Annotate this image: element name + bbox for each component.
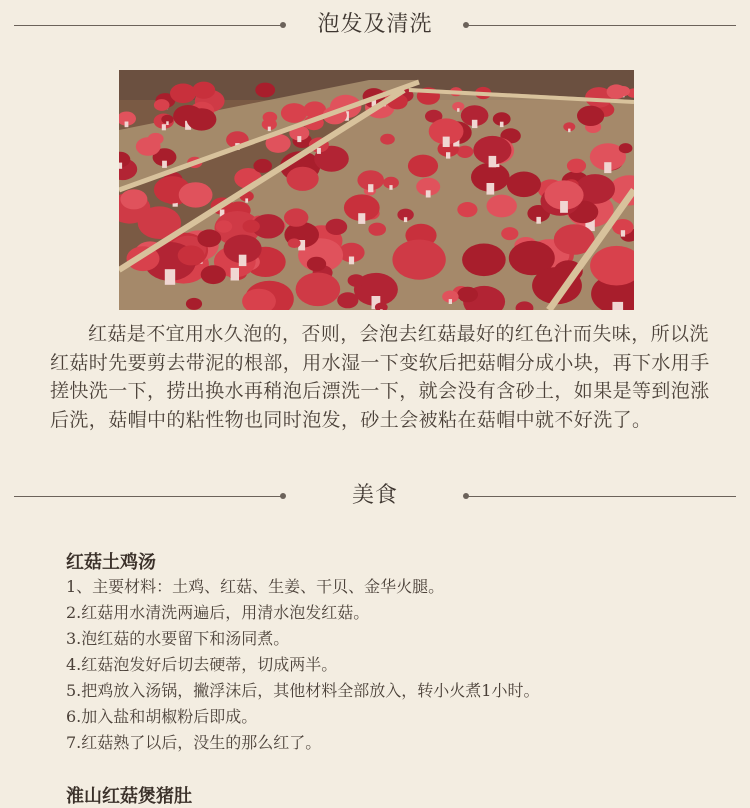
mushroom-stem [162, 124, 166, 130]
mushroom-stem [472, 120, 478, 128]
mushroom-cap [255, 83, 275, 98]
mushroom-cap [186, 298, 202, 310]
mushroom-cap [284, 208, 308, 226]
mushroom-cap [187, 108, 217, 130]
mushroom-stem [165, 269, 175, 285]
mushroom-cap [462, 244, 506, 277]
mushroom-cap [253, 159, 272, 173]
mushroom-stem [443, 137, 450, 147]
mushroom-cap [201, 265, 226, 284]
recipe-step: 3.泡红菇的水要留下和汤同煮。 [66, 629, 290, 648]
mushroom-stem [604, 162, 611, 173]
mushroom-cap [216, 220, 233, 232]
mushroom-cap [288, 238, 301, 248]
mushroom-stem [612, 302, 623, 310]
recipe-title-chicken-soup: 红菇土鸡汤 [66, 552, 156, 573]
recipe-step: 7.红菇熟了以后，没生的那么红了。 [66, 733, 322, 752]
mushroom-cap [619, 143, 633, 153]
mushroom-cap [348, 274, 365, 287]
washing-instructions-paragraph: 红菇是不宜用水久泡的，否则，会泡去红菇最好的红色汁而失味，所以洗红菇时先要剪去带泥的根部，用水湿一下变软后把菇帽分成小块，再下水用手搓快洗一下，捞出换水再稍泡后漂洗一下，就会没有含砂土，如果是等到泡涨后洗，菇帽中的粘性物也同时泡发，砂土会被粘在菇帽中就不好洗了。 [50, 323, 710, 431]
recipe-step: 6.加入盐和胡椒粉后即成。 [66, 707, 258, 726]
mushroom-stem [166, 121, 169, 125]
mushroom-stem [119, 163, 122, 169]
mushroom-stem [449, 299, 452, 304]
mushroom-stem [487, 183, 495, 195]
mushroom-stem [536, 217, 541, 224]
mushroom-stem [297, 136, 301, 142]
mushroom-cap [457, 202, 477, 217]
divider-line-right [468, 25, 736, 26]
mushroom-stem [389, 185, 392, 190]
mushroom-stem [489, 156, 497, 167]
recipe-steps-list [66, 574, 706, 756]
mushroom-cap [148, 133, 164, 145]
mushroom-cap [120, 189, 147, 209]
mushroom-stem [621, 230, 625, 236]
mushroom-cap [457, 287, 478, 303]
mushroom-cap [408, 155, 438, 178]
mushroom-stem [162, 161, 167, 168]
mushroom-stem [404, 217, 407, 222]
mushroom-cap [567, 159, 586, 173]
recipe-step: 1、主要材料：土鸡、红菇、生姜、干贝、金华火腿。 [66, 577, 445, 596]
mushroom-stem [368, 184, 373, 192]
mushroom-stem [426, 190, 431, 197]
mushroom-stem [239, 255, 247, 266]
mushroom-cap [287, 167, 319, 191]
mushroom-cap [197, 229, 221, 247]
mushroom-cap [577, 106, 604, 126]
mushroom-stem [560, 201, 568, 213]
mushroom-stem [380, 309, 383, 310]
mushroom-stem [317, 148, 321, 154]
mushroom-cap [296, 273, 341, 307]
mushroom-stem [245, 198, 248, 202]
mushroom-cap [178, 245, 205, 265]
mushroom-cap [154, 99, 170, 111]
mushroom-cap [243, 220, 260, 233]
mushroom-cap [380, 134, 395, 145]
mushrooms-drying-photo [119, 70, 634, 310]
recipe-step: 5.把鸡放入汤锅，撇浮沫后，其他材料全部放入，转小火煮1小时。 [66, 681, 540, 700]
recipe-step: 2.红菇用水清洗两遍后，用清水泡发红菇。 [66, 603, 370, 622]
section-divider-food [0, 476, 750, 516]
mushroom-stem [457, 108, 459, 112]
mushroom-stem [231, 268, 239, 281]
mushroom-cap [487, 195, 517, 218]
mushroom-cap [281, 103, 307, 123]
mushroom-cap [607, 84, 626, 99]
mushroom-cap [179, 182, 213, 207]
mushroom-cap [307, 257, 326, 272]
recipe-step: 4.红菇泡发好后切去硬蒂，切成两半。 [66, 655, 338, 674]
section-title-washing: 泡发及清洗 [317, 12, 433, 37]
mushroom-cap [392, 240, 445, 280]
divider-line-right [468, 496, 736, 497]
mushroom-cap [368, 223, 386, 236]
mushroom-cap [192, 82, 215, 99]
mushroom-stem [358, 213, 365, 224]
mushroom-stem [125, 122, 129, 128]
mushroom-stem [268, 127, 271, 132]
mushroom-stem [446, 152, 450, 158]
mushroom-cap [507, 172, 541, 198]
recipe-title-pork-tripe: 淮山红菇煲猪肚 [66, 786, 192, 807]
mushroom-cap [170, 84, 196, 104]
mushroom-stem [500, 122, 504, 127]
mushroom-stem [349, 257, 354, 265]
section-title-food: 美食 [351, 483, 398, 508]
section-divider-washing [0, 5, 750, 45]
mushroom-stem [568, 129, 570, 133]
mushroom-cap [501, 227, 518, 240]
mushroom-cap [457, 146, 474, 158]
mushroom-cap [326, 219, 348, 235]
